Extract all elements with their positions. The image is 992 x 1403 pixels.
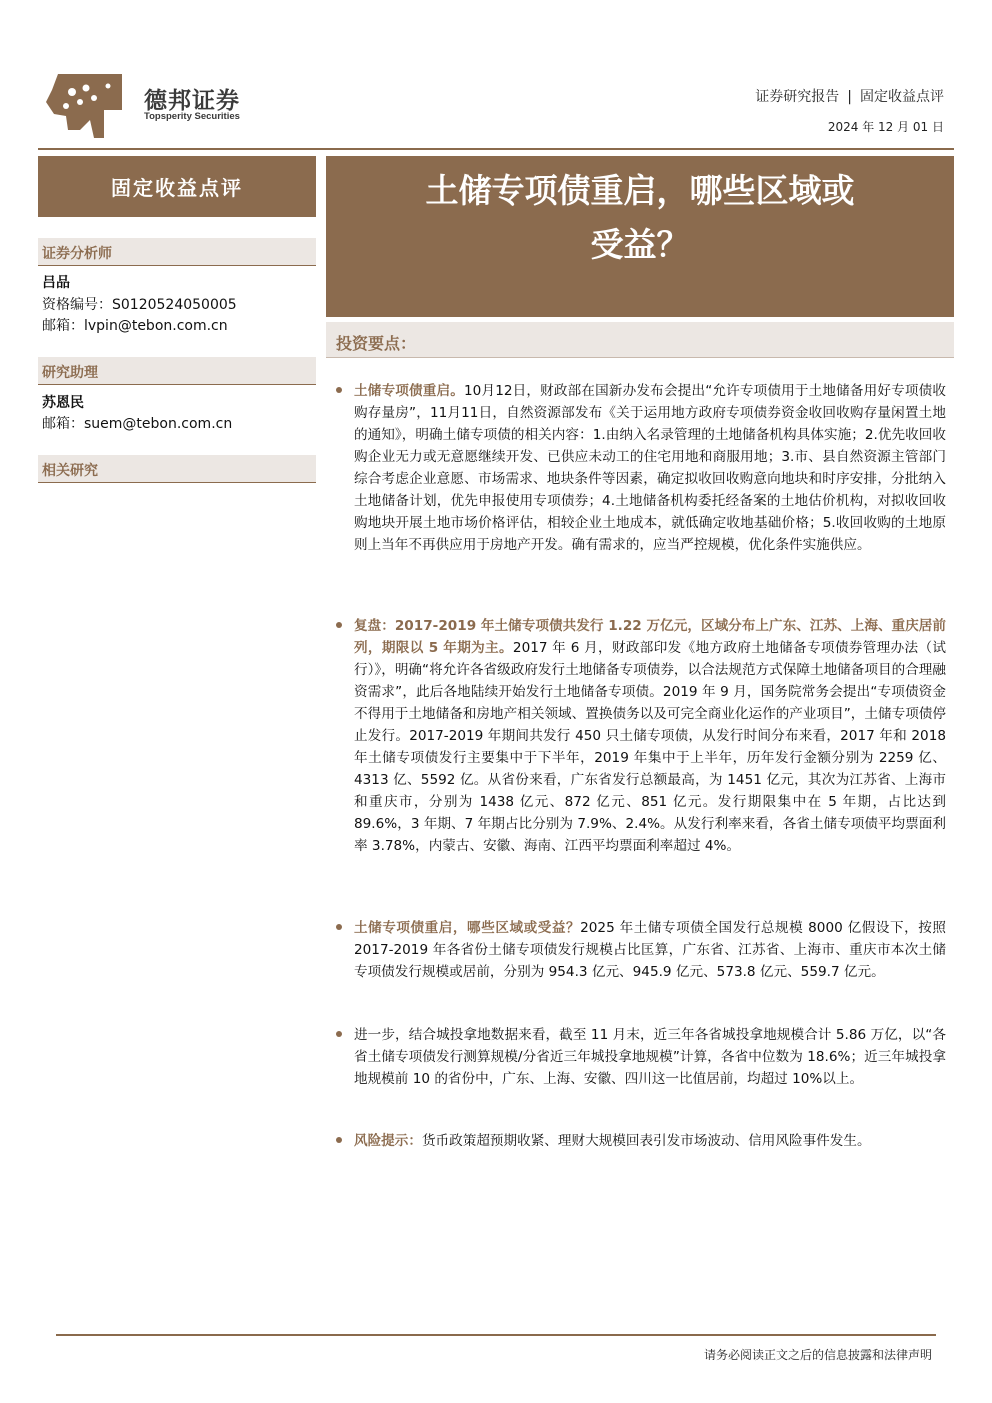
brand-name-cn: 德邦证券 [144,88,240,114]
bullet-dot-icon [336,924,342,930]
list-item [334,1130,946,1152]
assistant-email[interactable]: 邮箱：suem@tebon.com.cn [42,416,233,432]
sidebar-title: 固定收益点评 [38,156,316,217]
list-item [334,615,946,857]
list-item [334,917,946,983]
leopard-logo-icon [44,70,126,142]
bullet-body: 2025 年土储专项债全国发行总规模 8000 亿假设下，按照 2017-2019 年各省份土储专项债发行规模占比匡算，广东省、江苏省、上海市、重庆市本次土储专项债发行规模或居前，分别为 954.3 亿元、945.9 亿元、573.8 亿元、559.7 亿元。 [354,920,947,980]
report-date: 2024 年 12 月 01 日 [827,120,944,134]
analyst-name: 吕品 [42,275,70,291]
report-title-line2: 受益？ [590,225,690,264]
bullet-dot-icon [336,387,342,393]
bottom-divider [56,1334,936,1336]
bullet-body: 货币政策超预期收紧、理财大规模回表引发市场波动、信用风险事件发生。 [421,1133,871,1149]
analyst-section-label: 证券分析师 [38,238,316,266]
bullet-heading: 复盘：2017-2019 年土储专项债共发行 1.22 万亿元，区域分布上广东、江苏、上海、重庆居前列，期限以 5 年期为主。 [354,618,946,656]
report-type: 证券研究报告 [755,89,840,105]
assistant-section-label: 研究助理 [38,357,316,385]
footer-disclaimer: 请务必阅读正文之后的信息披露和法律声明 [703,1348,932,1362]
bullet-heading: 土储专项债重启，哪些区域或受益？ [354,920,581,936]
brand-name-en: Topsperity Securities [144,111,240,122]
bullet-body: 10月12日，财政部在国新办发布会提出“允许专项债用于土地储备用好专项债收购存量房”，11月11日，自然资源部发布《关于运用地方政府专项债券资金收回收购存量闲置土地的通知》，明确土储专项债的相关内容：1.由纳入名录管理的土地储备机构具体实施；2.优先收回收购企业无力或无意愿继续开发、已供应未动工的住宅用地和商服用地；3.市、县自然资源主管部门综合考虑企业意愿、市场需求、地块条件等因素，确定拟收回收购意向地块和时序安排，分批纳入土地储备计划，优先申报使用专项债券；4.土地储备机构委托经备案的土地估价机构，对拟收回收购地块开展土地市场价格评估，相较企业土地成本，就低确定收地基础价格；5.收回收购的土地原则上当年不再供应用于房地产开发。确有需求的，应当严控规模，优化条件实施供应。 [354,383,947,553]
key-points-label: 投资要点： [326,322,954,358]
assistant-name: 苏恩民 [42,395,84,411]
top-divider [38,148,954,150]
bullet-dot-icon [336,1137,342,1143]
bullet-heading: 风险提示： [354,1133,422,1149]
bullet-dot-icon [336,622,342,628]
bullet-heading: 土储专项债重启。 [354,383,465,399]
header-separator: | [847,89,852,105]
related-research-label: 相关研究 [38,455,316,483]
list-item [334,1024,946,1090]
report-title-line1: 土储专项债重启，哪些区域或 [425,171,855,210]
list-item [334,380,946,556]
analyst-email[interactable]: 邮箱：lvpin@tebon.com.cn [42,318,228,334]
analyst-cert: 资格编号：S0120524050005 [42,297,237,313]
bullet-dot-icon [336,1031,342,1037]
report-title [326,156,954,317]
bullet-body: 2017 年 6 月，财政部印发《地方政府土地储备专项债券管理办法（试行）》，明确“将允许各省级政府发行土地储备专项债券，以合法规范方式保障土地储备项目的合理融资需求”，此后各地陆续开始发行土地储备专项债。2019 年 9 月，国务院常务会提出“专项债资金不得用于土地储备和房地产相关领域、置换债务以及可完全商业化运作的产业项目”，土储专项债停止发行。2017-2019 年期间共发行 450 只土储专项债，从发行时间分布来看，2017 年和 2018 年土储专项债发行主要集中于下半年，2019 年集中于上半年，历年发行金额分别为 2259 亿、4313 亿、5592 亿。从省份来看，广东省发行总额最高，为 1451 亿元，其次为江苏省、上海市和重庆市，分别为 1438 亿元、872 亿元、851 亿元。发行期限集中在 5 年期，占比达到 89.6%，3 年期、7 年期占比分别为 7.9%、2.4%。从发行利率来看，各省土储专项债平均票面利率 3.78%，内蒙古、安徽、海南、江西平均票面利率超过 4%。 [354,640,946,854]
bullet-body: 进一步，结合城投拿地数据来看，截至 11 月末，近三年各省城投拿地规模合计 5.86 万亿，以“各省土储专项债发行测算规模/分省近三年城投拿地规模”计算，各省中位数为 18.6%；近三年城投拿地规模前 10 的省份中，广东、上海、安徽、四川这一比值居前，均超过 10%以上。 [354,1027,946,1087]
report-category: 固定收益点评 [860,89,944,105]
report-header [755,86,944,106]
